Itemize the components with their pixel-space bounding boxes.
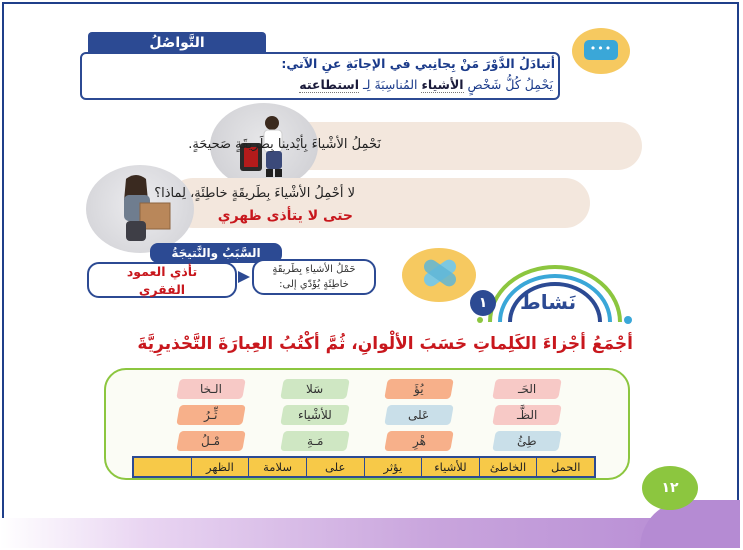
answer-middle: المُناسِبَةَ لِـ bbox=[363, 77, 418, 92]
word-piece[interactable]: سَلا bbox=[280, 379, 350, 399]
cause-line-1: حَمْلُ الأشياءِ بِطَريقَةٍ bbox=[272, 264, 356, 275]
answer-cell[interactable]: الخاطئ bbox=[479, 458, 537, 476]
word-piece[interactable]: يُؤَ bbox=[384, 379, 454, 399]
word-piece[interactable]: مْـلُ bbox=[176, 431, 246, 451]
answer-blank-1 bbox=[421, 77, 463, 93]
wrong-statement-answer: حتى لا يتأذى ظهري bbox=[217, 208, 353, 224]
answer-word-1: الأشياء bbox=[421, 77, 464, 92]
answer-blank-2 bbox=[299, 77, 359, 93]
answer-cell[interactable]: يؤثر bbox=[364, 458, 422, 476]
word-piece[interactable]: ثِّـرُ bbox=[176, 405, 246, 425]
answer-cell[interactable]: الظهر bbox=[191, 458, 249, 476]
word-piece[interactable]: عَلى bbox=[384, 405, 454, 425]
result-line-2: الفقري bbox=[138, 282, 186, 297]
activity-number: ١ bbox=[470, 290, 496, 316]
word-piece[interactable]: مَـةِ bbox=[280, 431, 350, 451]
answer-cell[interactable]: الحمل bbox=[536, 458, 594, 476]
result-text bbox=[92, 263, 232, 299]
answer-cell[interactable]: على bbox=[306, 458, 364, 476]
word-piece[interactable]: للأشْياء bbox=[280, 405, 350, 425]
answer-word-row bbox=[132, 456, 596, 478]
word-piece[interactable]: الحَـ bbox=[492, 379, 562, 399]
word-piece[interactable]: هْرِ bbox=[384, 431, 454, 451]
communication-answer bbox=[299, 77, 553, 93]
activity-instruction: أجْمَعُ أجْزاءَ الكَلِماتِ حَسَبَ الألْوانِ، ثُمَّ أكْتُبُ العِبارَةَ التَّحْذيرِيَّةَ bbox=[137, 334, 633, 354]
word-piece[interactable]: الظَّـ bbox=[492, 405, 562, 425]
word-piece[interactable]: طِئُ bbox=[492, 431, 562, 451]
girl-lifting-box-photo bbox=[86, 165, 194, 253]
answer-word-2: استطاعته bbox=[299, 77, 360, 92]
answer-cell[interactable]: سلامة bbox=[248, 458, 306, 476]
answer-prefix: يَحْمِلُ كُلُّ شَخْصٍ bbox=[467, 77, 553, 92]
arrow-left-icon bbox=[238, 271, 250, 283]
cause-result-title: السَّبَبُ والنَّتيجَةُ bbox=[150, 243, 282, 263]
wrong-statement-text: لا أحْمِلُ الأشْياءَ بِطَريقَةٍ خاطِئَةٍ، لِماذا؟ bbox=[154, 186, 355, 201]
communication-title: التَّواصُلُ bbox=[88, 32, 266, 54]
communication-question: أتبادَلُ الدَّوْرَ مَنْ بِجانِبي في الإجابَةِ عنِ الآتي: bbox=[281, 56, 555, 71]
result-line-1: تأذي العمود bbox=[126, 264, 198, 279]
cause-text bbox=[256, 262, 372, 292]
cause-line-2: خاطِئَةٍ يُؤَدّي إلى: bbox=[279, 279, 349, 290]
answer-cell[interactable] bbox=[134, 458, 191, 476]
page-number: ١٢ bbox=[642, 466, 698, 510]
word-piece[interactable]: الـخا bbox=[176, 379, 246, 399]
activity-title: نَشاط bbox=[520, 290, 577, 314]
correct-statement-text: نَحْمِلُ الأشْياءَ بِأيْدينا بِطَريقَةٍ صَحيحَةٍ. bbox=[188, 137, 381, 152]
answer-cell[interactable]: للأشياء bbox=[421, 458, 479, 476]
footer-band bbox=[0, 518, 720, 548]
chat-bubble-icon: ••• bbox=[584, 40, 618, 60]
